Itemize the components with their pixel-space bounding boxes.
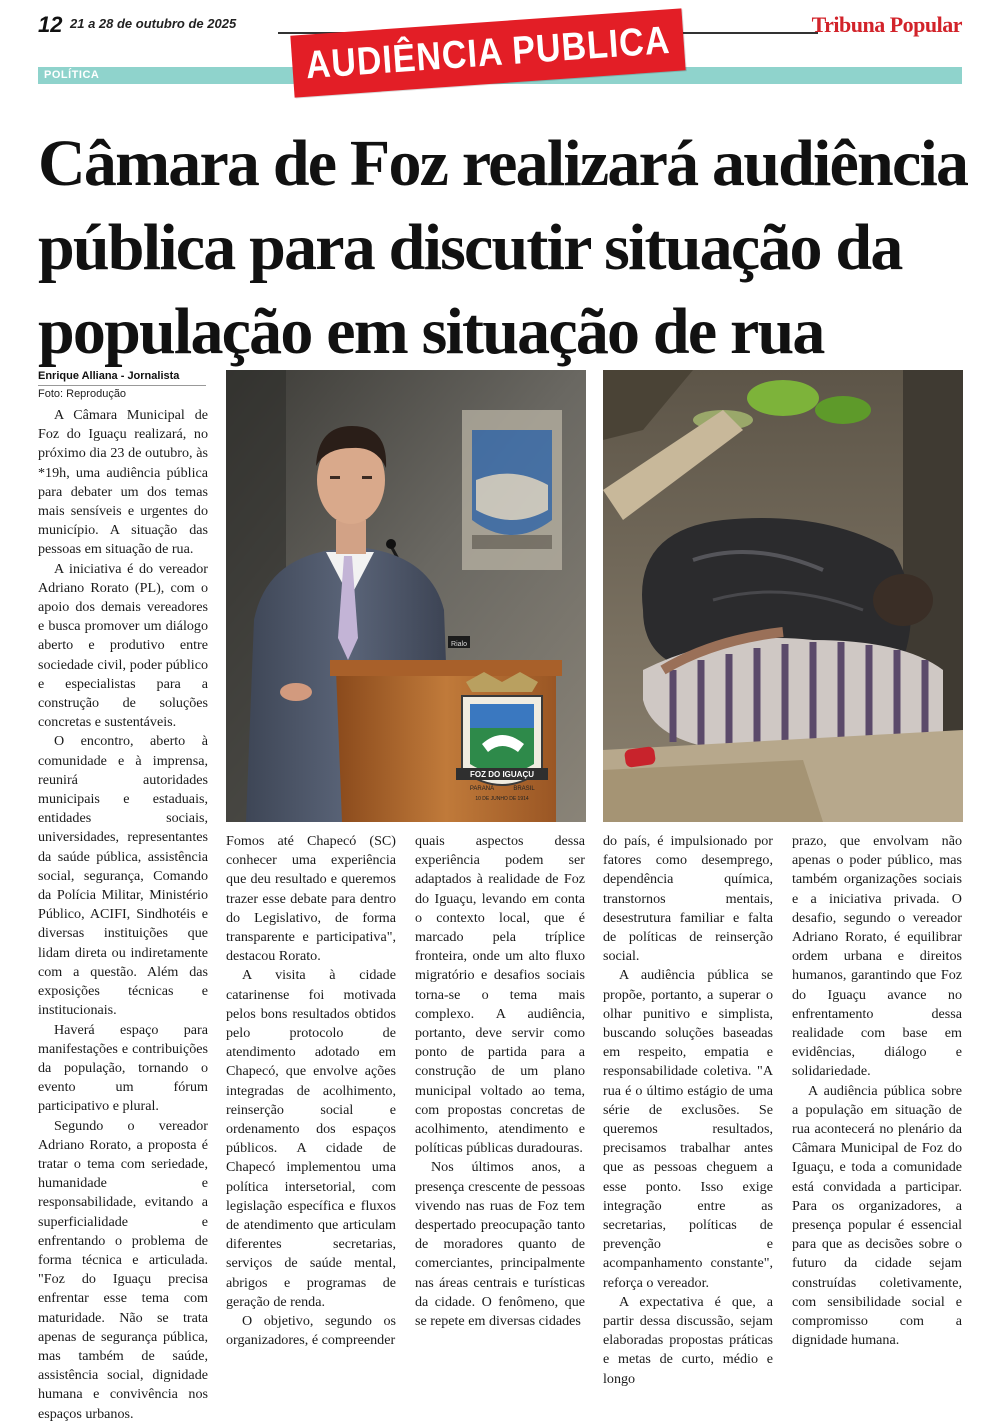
emblem-country-text: BRASIL	[513, 786, 535, 792]
author-byline: Enrique Alliana - Jornalista	[38, 370, 180, 382]
emblem-state-text: PARANÁ	[469, 786, 495, 792]
photo-person-sleeping-on-street	[603, 370, 963, 822]
photo-councillor-at-podium	[226, 370, 586, 822]
photo-credit: Foto: Reprodução	[38, 388, 127, 400]
article-column-4	[603, 832, 773, 1389]
article-column-1	[38, 406, 208, 1424]
paragraph: prazo, que envolvam não apenas o poder público, mas também organizações sociais e a iniciativa privada. O desafio, segundo o vereador Adriano Rorato, é equilibrar ordem urbana e direitos humanos, garantindo que Foz do Iguaçu avance no enfrentamento dessa realidade com base em evidências, diálogo e solidariedade.	[792, 833, 962, 1080]
paragraph: A Câmara Municipal de Foz do Iguaçu realizará, no próximo dia 23 de outubro, às *19h, uma audiência pública para debater um dos temas mais sensíveis e urgentes do município. A situação das pessoas em situação de rua.	[38, 407, 208, 558]
article-column-3	[415, 832, 585, 1331]
article-headline: Câmara de Foz realizará audiência pública para discutir situação da população em situação de rua	[38, 127, 968, 368]
paragraph: A visita à cidade catarinense foi motivada pelos bons resultados obtidos pelo protocolo de atendimento adotado em Chapecó, que envolve ações integradas de acolhimento, reinserção social e ordenamento dos espaços públicos. A cidade de Chapecó implementou uma política intersetorial, com legislação específica e fluxos de atendimento que articulam diferentes secretarias, serviços de saúde mental, abrigos e programas de geração de renda.	[226, 967, 396, 1310]
paragraph: A iniciativa é do vereador Adriano Rorato (PL), com o apoio dos demais vereadores e busca promover um diálogo aberto e produtivo entre sociedade civil, poder público e especialistas para a construção de soluções concretas e sustentáveis.	[38, 560, 208, 731]
paragraph: A audiência pública sobre a população em situação de rua acontecerá no plenário da Câmara Municipal de Foz do Iguaçu, e toda a comunidade está convidada a participar. Para os organizadores, a presença popular é essencial para que as decisões sobre o futuro da cidade sejam construídas coletivamente, com sensibilidade social e compromisso com a dignidade humana.	[792, 1082, 962, 1349]
emblem-city-text: FOZ DO IGUAÇU	[470, 770, 534, 779]
paragraph: Haverá espaço para manifestações e contribuições da população, tornando o evento um fórum participativo e plural.	[38, 1021, 208, 1115]
mic-label: Rialo	[451, 641, 467, 648]
topic-stamp-text: AUDIÊNCIA PUBLICA	[304, 17, 672, 87]
article-column-5	[792, 832, 962, 1350]
paragraph: quais aspectos dessa experiência podem ser adaptados à realidade de Foz do Iguaçu, levando em conta o contexto local, que é marcado pela tríplice fronteira, onde um alto fluxo migratório e desafios sociais torna-se o tema mais complexo. A audiência, portanto, deve servir como ponto de partida para a construção de um plano municipal voltado ao tema, com propostas concretas de acolhimento, atendimento e políticas públicas duradouras.	[415, 833, 585, 1157]
paragraph: O encontro, aberto à comunidade e à imprensa, reunirá autoridades municipais e estaduais, entidades sociais, universidades, representantes da saúde pública, assistência social, segurança, Comando da Polícia Militar, Ministério Público, ACIFI, Sindhotéis e diversas instituições que lidam direta ou indiretamente com a questão. Além das exposições técnicas e institucionais.	[38, 733, 208, 1019]
paragraph: Segundo o vereador Adriano Rorato, a proposta é tratar o tema com seriedade, humanidade e responsabilidade, evitando a superficialidade e enfrentando o problema de forma técnica e articulada. "Foz do Iguaçu precisa enfrentar esse tema com maturidade. Não se trata apenas de segurança pública, mas também de saúde, assistência social, dignidade humana e convivência nos espaços urbanos.	[38, 1117, 208, 1422]
newspaper-masthead: Tribuna Popular	[811, 12, 962, 37]
paragraph: A audiência pública se propõe, portanto, a superar o olhar punitivo e simplista, buscando soluções baseadas em respeito, empatia e responsabilidade coletiva. "A rua é o último estágio de uma série de exclusões. Se queremos resultados, precisamos trabalhar antes que as pessoas cheguem a esse ponto. Isso exige integração entre as secretarias, políticas de prevenção e acompanhamento constante", reforça o vereador.	[603, 967, 773, 1291]
paragraph: Nos últimos anos, a presença crescente de pessoas vivendo nas ruas de Foz tem despertado preocupação tanto de moradores quanto de comerciantes, principalmente nas áreas centrais e turísticas da cidade. O fenômeno, que se repete em diversas cidades	[415, 1159, 585, 1330]
section-label: POLÍTICA	[44, 69, 100, 81]
issue-date: 21 a 28 de outubro de 2025	[70, 16, 237, 31]
paragraph: Fomos até Chapecó (SC) conhecer uma experiência que deu resultado e queremos trazer esse debate para dentro do Legislativo, de forma transparente e participativa", destacou Rorato.	[226, 833, 396, 965]
paragraph: O objetivo, segundo os organizadores, é compreender	[226, 1313, 396, 1349]
emblem-date-text: 10 DE JUNHO DE 1914	[475, 796, 529, 802]
article-column-2	[226, 832, 396, 1350]
page-number: 12	[38, 12, 63, 37]
paragraph: A expectativa é que, a partir dessa discussão, sejam elaboradas propostas práticas e metas de curto, médio e longo	[603, 1293, 773, 1387]
paragraph: do país, é impulsionado por fatores como desemprego, dependência química, transtornos mentais, desestrutura familiar e falta de políticas de reinserção social.	[603, 833, 773, 965]
byline-rule	[38, 385, 206, 386]
